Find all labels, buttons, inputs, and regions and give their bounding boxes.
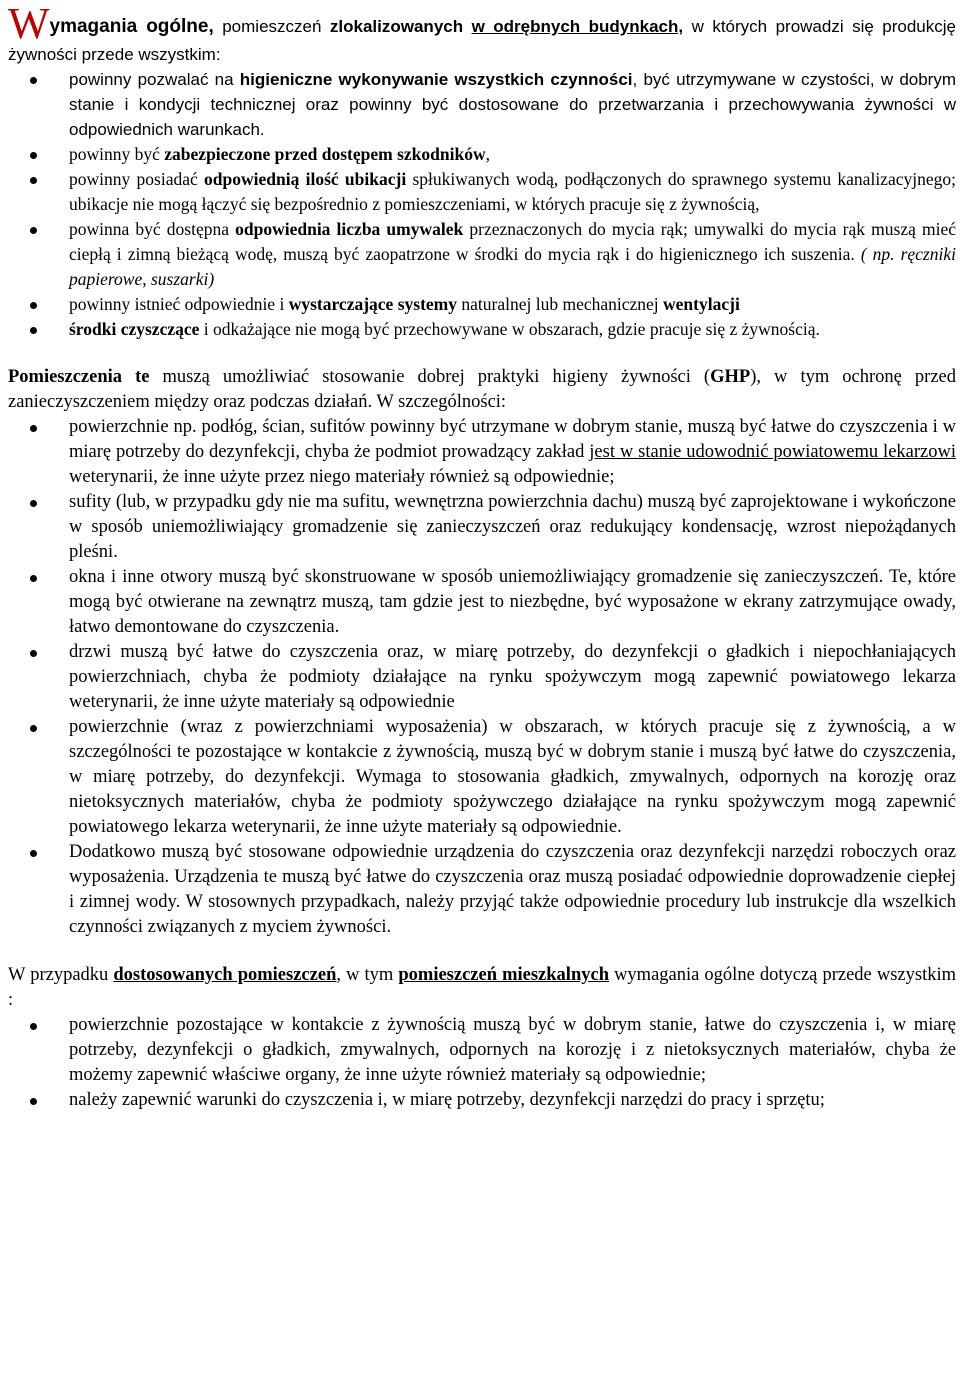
- bullet-icon: [30, 725, 37, 732]
- list-item: [8, 1088, 956, 1113]
- para2-text-2: ), w tym ochronę przed zanieczyszczeniem między oraz podczas działań. W szczególności:: [8, 367, 957, 412]
- list-item-text: przeznaczonych do mycia rąk; umywalki do mycia rąk muszą mieć ciepłą i zimną bieżącą wodę, muszą być zaopatrzone w środki do mycia rąk i do higienicznego ich suszenia.: [69, 219, 956, 264]
- list-item-text: powinny być: [69, 144, 165, 164]
- list-item: [8, 67, 956, 142]
- list-item: [8, 640, 956, 715]
- list-item-text: zabezpieczone przed dostępem szkodników: [164, 144, 486, 164]
- para2-ghp: GHP: [710, 367, 751, 387]
- list-item: [8, 167, 956, 217]
- intro-lead: ymagania ogólne,: [49, 16, 214, 37]
- list-item-text: wystarczające systemy: [288, 294, 457, 314]
- list-item-text: Dodatkowo muszą być stosowane odpowiednie urządzenia do czyszczenia oraz dezynfekcji narzędzi roboczych oraz wyposażenia. Urządzenia te muszą być łatwe do czyszczenia oraz muszą posiadać odpowiednie doprowadzenie ciepłej i zimnej wody. W stosownych przypadkach, należy przyjąć także odpowiednie procedury lub instrukcje dla wszelkich czynności związanych z myciem żywności.: [69, 842, 956, 937]
- list-item-text: powinny pozwalać na: [69, 70, 240, 89]
- requirements-list-2: [8, 415, 956, 940]
- list-item-text: powinna być dostępna: [69, 219, 236, 239]
- drop-cap: W: [8, 0, 50, 48]
- list-item-text: naturalnej lub mechanicznej: [457, 294, 664, 314]
- list-item: [8, 840, 956, 940]
- para3-underline-2: pomieszczeń mieszkalnych: [398, 965, 609, 985]
- list-item-text: powinny istnieć odpowiednie i: [69, 294, 289, 314]
- paragraph-dostosowane: [8, 963, 956, 1013]
- list-item-text: , być utrzymywane w czystości, w dobrym stanie i kondycji technicznej oraz powinny być dostosowane do przetwarzania i przechowywania żywności w odpowiednich warunkach.: [69, 70, 957, 139]
- list-item-text: jest w stanie udowodnić powiatowemu lekarzowi: [589, 442, 956, 462]
- para2-text-1: muszą umożliwiać stosowanie dobrej praktyki higieny żywności (: [149, 367, 711, 387]
- list-item-text: ,: [485, 144, 490, 164]
- bullet-icon: [30, 327, 37, 334]
- list-item: [8, 1013, 956, 1088]
- para3-text-2: , w tym: [336, 965, 399, 985]
- bullet-icon: [30, 177, 37, 184]
- list-item-text: okna i inne otwory muszą być skonstruowane w sposób uniemożliwiający gromadzenie się zanieczyszczeń. Te, które mogą być otwierane na zewnątrz muszą, tam gdzie jest to niezbędne, być wyposażone w ekrany zatrzymujące owady, łatwo demontowane do czyszczenia.: [69, 567, 956, 637]
- para3-text-3: wymagania ogólne dotyczą przede wszystkim :: [8, 965, 956, 1010]
- list-item-text: i odkażające nie mogą być przechowywane w obszarach, gdzie pracuje się z żywnością.: [199, 319, 820, 339]
- list-item-text: odpowiednią ilość ubikacji: [204, 169, 407, 189]
- bullet-icon: [30, 575, 37, 582]
- bullet-icon: [30, 650, 37, 657]
- list-item-text: drzwi muszą być łatwe do czyszczenia oraz, w miarę potrzeby, do dezynfekcji o gładkich i niepochłaniających powierzchniach, chyba że podmioty działające na rynku spożywczym mogą zapewnić powiatowego lekarza weterynarii, że inne użyte materiały są odpowiednie: [69, 642, 956, 712]
- list-item-text: ( np. ręczniki papierowe, suszarki): [69, 244, 956, 289]
- bullet-icon: [30, 1023, 37, 1030]
- intro-text-3: w których prowadzi się produkcję żywności przede wszystkim:: [8, 17, 956, 64]
- list-item-text: należy zapewnić warunki do czyszczenia i, w miarę potrzeby, dezynfekcji narzędzi do pracy i sprzętu;: [69, 1090, 825, 1110]
- bullet-icon: [30, 77, 37, 84]
- list-item-text: powierzchnie pozostające w kontakcie z żywnością muszą być w dobrym stanie, łatwe do czyszczenia i, w miarę potrzeby, dezynfekcji o gładkich, zmywalnych, odpornych na korozję i z nietoksycznych materiałów, chyba że możemy zapewnić właściwe organy, że inne użyte również materiały są odpowiednie;: [69, 1015, 956, 1085]
- bullet-icon: [30, 850, 37, 857]
- intro-bold-lokalizowanych: zlokalizowanych: [329, 17, 464, 36]
- list-item: [8, 317, 956, 342]
- bullet-icon: [30, 152, 37, 159]
- list-item-text: środki czyszczące: [69, 319, 200, 339]
- requirements-list-3: [8, 1013, 956, 1113]
- list-item: [8, 565, 956, 640]
- intro-text-1: pomieszczeń: [213, 17, 330, 36]
- paragraph-pomieszczenia: [8, 365, 956, 415]
- para3-underline-1: dostosowanych pomieszczeń: [113, 965, 337, 985]
- para3-text-1: W przypadku: [8, 965, 114, 985]
- intro-underlined: w odrębnych budynkach,: [471, 17, 684, 36]
- bullet-icon: [30, 302, 37, 309]
- bullet-icon: [30, 500, 37, 507]
- list-item-text: higieniczne wykonywanie wszystkich czynności: [239, 70, 633, 89]
- list-item: [8, 142, 956, 167]
- intro-text-2: [463, 17, 471, 36]
- list-item: [8, 292, 956, 317]
- list-item-text: odpowiednia liczba umywalek: [235, 219, 464, 239]
- para2-bold: Pomieszczenia te: [8, 367, 150, 387]
- list-item: [8, 415, 956, 490]
- list-item: [8, 490, 956, 565]
- list-item-text: powierzchnie np. podłóg, ścian, sufitów powinny być utrzymane w dobrym stanie, muszą być łatwe do czyszczenia i w miarę potrzeby do dezynfekcji, chyba że podmiot prowadzący zakład: [69, 417, 956, 462]
- list-item-text: spłukiwanych wodą, podłączonych do sprawnego systemu kanalizacyjnego; ubikacje nie mogą łączyć się bezpośrednio z pomieszczeniami, w których pracuje się z żywnością,: [69, 169, 956, 214]
- list-item-text: weterynarii, że inne użyte przez niego materiały również są odpowiednie;: [69, 467, 615, 487]
- list-item-text: powinny posiadać: [69, 169, 205, 189]
- intro-paragraph: [8, 0, 956, 67]
- bullet-icon: [30, 227, 37, 234]
- list-item-text: wentylacji: [663, 294, 740, 314]
- list-item: [8, 715, 956, 840]
- bullet-icon: [30, 425, 37, 432]
- list-item-text: sufity (lub, w przypadku gdy nie ma sufitu, wewnętrzna powierzchnia dachu) muszą być zaprojektowane i wykończone w sposób uniemożliwiający gromadzenie się zanieczyszczeń oraz redukujący kondensację, wzrost niepożądanych pleśni.: [69, 492, 956, 562]
- bullet-icon: [30, 1098, 37, 1105]
- list-item-text: powierzchnie (wraz z powierzchniami wyposażenia) w obszarach, w których pracuje się z żywnością, a w szczególności te pozostające w kontakcie z żywnością, muszą być w dobrym stanie i muszą być łatwe do czyszczenia, w miarę potrzeby, do dezynfekcji. Wymaga to stosowania gładkich, zmywalnych, odpornych na korozję oraz nietoksycznych materiałów, chyba że podmioty spożywczego działające na rynku spożywczym mogą zapewnić powiatowego lekarza weterynarii, że inne użyte materiały są odpowiednie.: [69, 717, 956, 837]
- list-item: [8, 217, 956, 292]
- requirements-list-1: [8, 67, 956, 342]
